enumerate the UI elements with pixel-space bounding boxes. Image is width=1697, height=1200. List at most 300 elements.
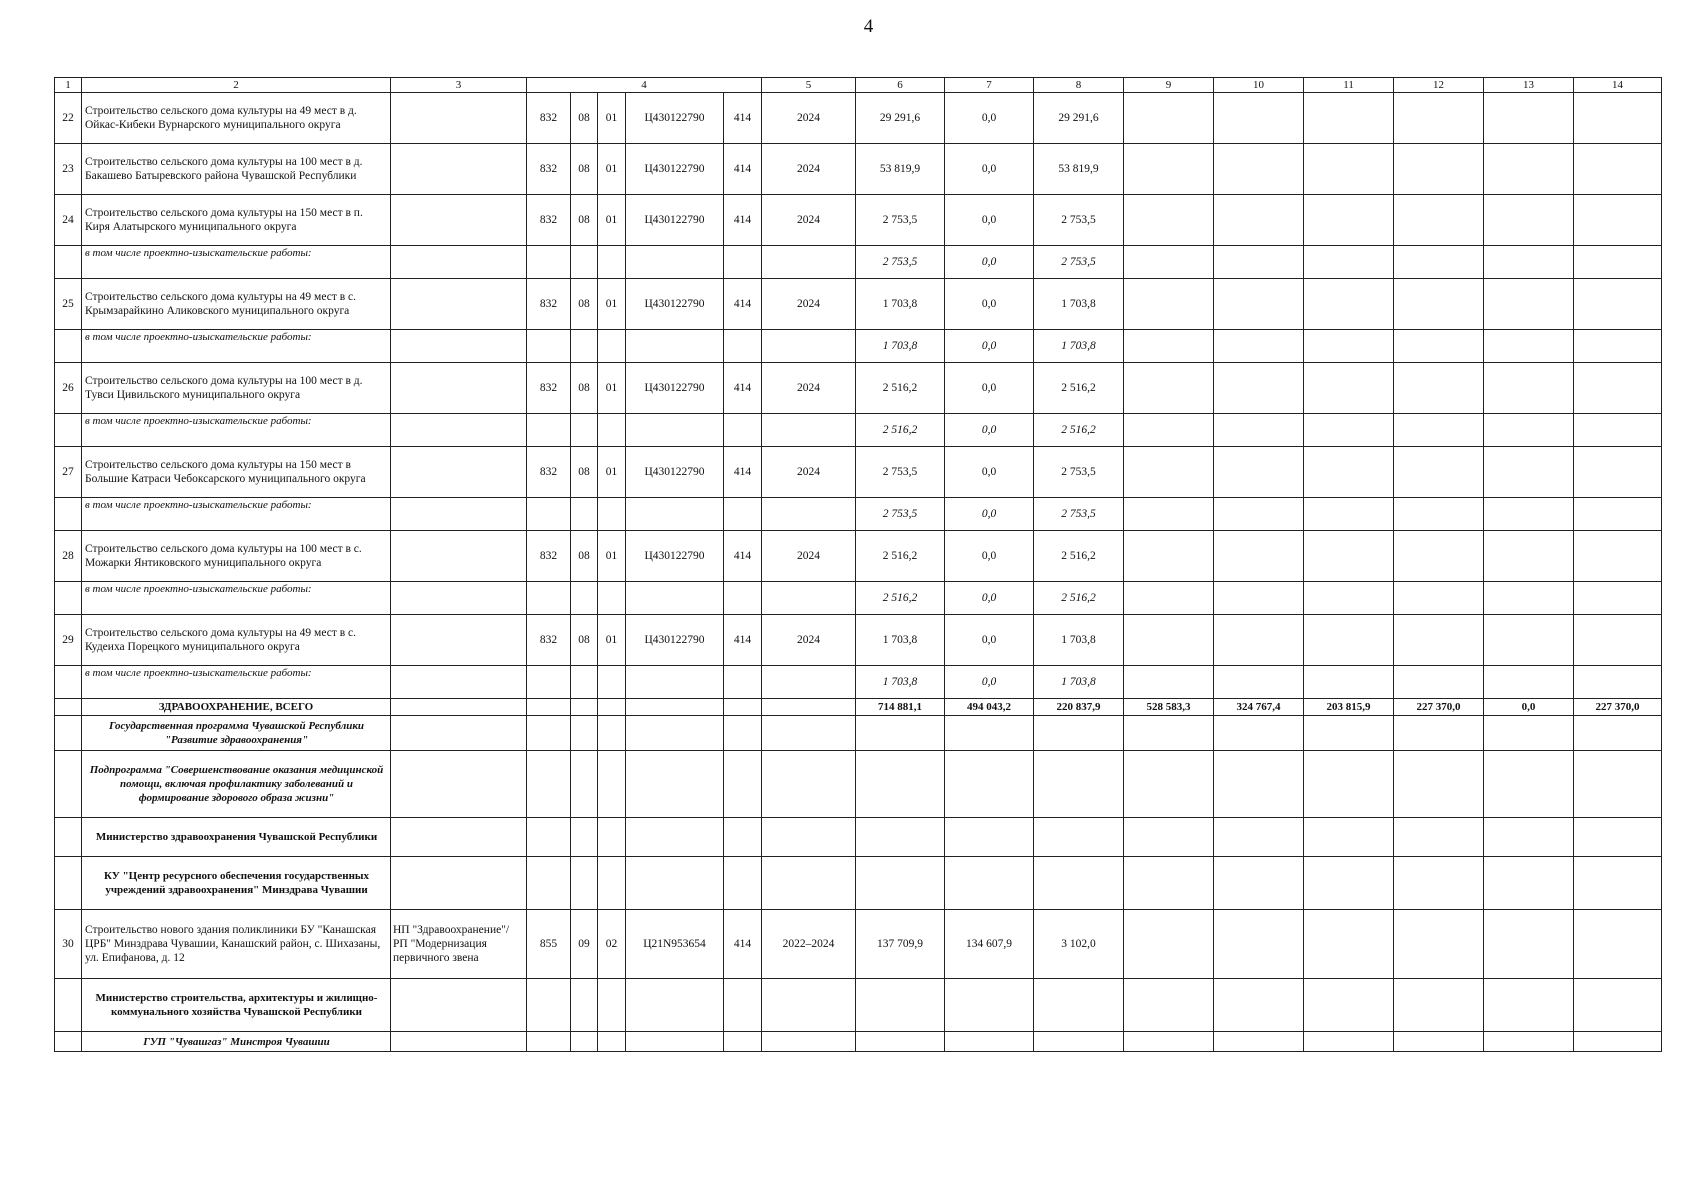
row-number	[55, 498, 82, 531]
code-cell: 08	[571, 279, 598, 330]
code-cell	[527, 414, 571, 447]
code-cell: 832	[527, 93, 571, 144]
year-cell	[762, 414, 856, 447]
value-cell: 2 753,5	[856, 498, 945, 531]
table-row	[55, 144, 1662, 195]
empty-cell	[1304, 195, 1394, 246]
row-number: 25	[55, 279, 82, 330]
empty-cell	[1304, 363, 1394, 414]
row-number: 24	[55, 195, 82, 246]
empty-cell	[1484, 363, 1574, 414]
code-cell: 832	[527, 363, 571, 414]
value-cell: 0,0	[945, 246, 1034, 279]
value-cell: 0,0	[945, 195, 1034, 246]
year-cell: 2024	[762, 195, 856, 246]
value-cell: 2 516,2	[1034, 531, 1124, 582]
program-ref	[391, 144, 527, 195]
value-cell: 1 703,8	[1034, 666, 1124, 699]
empty-cell	[1484, 279, 1574, 330]
program-ref	[391, 582, 527, 615]
empty-cell	[1484, 246, 1574, 279]
section-row	[55, 716, 1662, 751]
year-cell: 2022–2024	[762, 910, 856, 979]
total-value: 227 370,0	[1394, 699, 1484, 716]
code-cell	[724, 666, 762, 699]
table-row	[55, 910, 1662, 979]
table-row	[55, 531, 1662, 582]
header-row	[55, 78, 1662, 93]
empty-cell	[1574, 447, 1662, 498]
value-cell: 29 291,6	[856, 93, 945, 144]
sub-row	[55, 330, 1662, 363]
empty-cell	[1574, 414, 1662, 447]
object-name: Строительство сельского дома культуры на 49 мест в с. Кудеиха Порецкого муниципального округа	[82, 615, 391, 666]
empty-cell	[1214, 279, 1304, 330]
code-cell: 02	[598, 910, 626, 979]
code-cell: 832	[527, 279, 571, 330]
sub-label: в том числе проектно-изыскательские работы:	[82, 246, 391, 279]
empty-cell	[1304, 279, 1394, 330]
empty-cell	[1214, 666, 1304, 699]
code-cell	[527, 666, 571, 699]
value-cell: 2 753,5	[856, 246, 945, 279]
code-cell	[626, 666, 724, 699]
code-cell: 08	[571, 144, 598, 195]
code-cell: 08	[571, 93, 598, 144]
object-name: Строительство сельского дома культуры на 100 мест в д. Бакашево Батыревского района Чувашской Республики	[82, 144, 391, 195]
year-cell: 2024	[762, 279, 856, 330]
code-cell: 414	[724, 447, 762, 498]
code-cell: 01	[598, 447, 626, 498]
header-cell: 5	[762, 78, 856, 93]
value-cell: 0,0	[945, 615, 1034, 666]
sub-label: в том числе проектно-изыскательские работы:	[82, 666, 391, 699]
sub-row	[55, 666, 1662, 699]
code-cell	[724, 582, 762, 615]
code-cell: 832	[527, 195, 571, 246]
total-value: 203 815,9	[1304, 699, 1394, 716]
row-number: 26	[55, 363, 82, 414]
code-cell: 01	[598, 531, 626, 582]
empty-cell	[1394, 144, 1484, 195]
value-cell: 1 703,8	[856, 615, 945, 666]
object-name: Строительство сельского дома культуры на 150 мест в Большие Катраси Чебоксарского муниципального округа	[82, 447, 391, 498]
empty-cell	[1574, 666, 1662, 699]
empty-cell	[1214, 246, 1304, 279]
code-cell	[598, 414, 626, 447]
row-number: 27	[55, 447, 82, 498]
value-cell: 2 516,2	[1034, 414, 1124, 447]
empty-cell	[1574, 615, 1662, 666]
value-cell: 0,0	[945, 582, 1034, 615]
code-cell: Ц430122790	[626, 93, 724, 144]
value-cell: 1 703,8	[1034, 279, 1124, 330]
empty-cell	[1304, 330, 1394, 363]
empty-cell	[1214, 531, 1304, 582]
object-name: Строительство нового здания поликлиники БУ "Канашская ЦРБ" Минздрава Чувашии, Канашский район, с. Шихазаны, ул. Епифанова, д. 12	[82, 910, 391, 979]
object-name: Строительство сельского дома культуры на 150 мест в п. Киря Алатырского муниципального округа	[82, 195, 391, 246]
row-number: 22	[55, 93, 82, 144]
program-ref	[391, 531, 527, 582]
code-cell	[626, 498, 724, 531]
program-ref	[391, 414, 527, 447]
code-cell	[626, 246, 724, 279]
empty-cell	[1214, 582, 1304, 615]
header-cell: 1	[55, 78, 82, 93]
section-ministry-health: Министерство здравоохранения Чувашской Республики	[82, 818, 391, 857]
sub-row	[55, 414, 1662, 447]
value-cell: 0,0	[945, 330, 1034, 363]
empty-cell	[1304, 531, 1394, 582]
code-cell	[626, 414, 724, 447]
code-cell: 414	[724, 910, 762, 979]
total-value: 324 767,4	[1214, 699, 1304, 716]
value-cell: 2 516,2	[856, 414, 945, 447]
empty-cell	[1214, 615, 1304, 666]
year-cell	[762, 582, 856, 615]
table-row	[55, 195, 1662, 246]
empty-cell	[1124, 363, 1214, 414]
empty-cell	[1394, 666, 1484, 699]
empty-cell	[1214, 414, 1304, 447]
table-row	[55, 447, 1662, 498]
code-cell: 855	[527, 910, 571, 979]
section-ministry-build: Министерство строительства, архитектуры и жилищно-коммунального хозяйства Чувашской Республики	[82, 979, 391, 1032]
value-cell: 2 753,5	[1034, 246, 1124, 279]
empty-cell	[1304, 447, 1394, 498]
code-cell: 414	[724, 615, 762, 666]
empty-cell	[1304, 615, 1394, 666]
empty-cell	[1214, 195, 1304, 246]
header-cell: 4	[527, 78, 762, 93]
empty-cell	[1214, 447, 1304, 498]
section-row	[55, 1032, 1662, 1052]
empty-cell	[1484, 531, 1574, 582]
value-cell: 0,0	[945, 447, 1034, 498]
code-cell: 01	[598, 195, 626, 246]
value-cell: 1 703,8	[856, 330, 945, 363]
code-cell: 414	[724, 363, 762, 414]
year-cell: 2024	[762, 93, 856, 144]
code-cell: Ц430122790	[626, 531, 724, 582]
code-cell	[724, 498, 762, 531]
program-ref	[391, 279, 527, 330]
code-cell: 08	[571, 615, 598, 666]
value-cell: 0,0	[945, 363, 1034, 414]
object-name: Строительство сельского дома культуры на 49 мест в д. Ойкас-Кибеки Вурнарского муниципального округа	[82, 93, 391, 144]
code-cell: 414	[724, 279, 762, 330]
year-cell	[762, 666, 856, 699]
code-cell	[527, 582, 571, 615]
total-value: 528 583,3	[1124, 699, 1214, 716]
value-cell: 2 516,2	[1034, 582, 1124, 615]
sub-row	[55, 246, 1662, 279]
year-cell	[762, 330, 856, 363]
code-cell: 01	[598, 93, 626, 144]
empty-cell	[1394, 330, 1484, 363]
total-value: 220 837,9	[1034, 699, 1124, 716]
total-value: 714 881,1	[856, 699, 945, 716]
empty-cell	[1574, 330, 1662, 363]
header-cell: 14	[1574, 78, 1662, 93]
empty-cell	[1394, 615, 1484, 666]
code-cell	[626, 582, 724, 615]
code-cell	[724, 330, 762, 363]
total-value: 227 370,0	[1574, 699, 1662, 716]
empty-cell	[1124, 330, 1214, 363]
code-cell	[571, 582, 598, 615]
empty-cell	[1394, 447, 1484, 498]
row-number	[55, 330, 82, 363]
empty-cell	[1394, 531, 1484, 582]
code-cell	[527, 246, 571, 279]
value-cell: 2 753,5	[1034, 195, 1124, 246]
value-cell: 2 753,5	[1034, 498, 1124, 531]
code-cell	[724, 414, 762, 447]
empty-cell	[1394, 498, 1484, 531]
code-cell	[571, 498, 598, 531]
empty-cell	[1484, 615, 1574, 666]
header-cell: 7	[945, 78, 1034, 93]
section-row	[55, 979, 1662, 1032]
empty-cell	[1484, 414, 1574, 447]
empty-cell	[1394, 279, 1484, 330]
total-value: 494 043,2	[945, 699, 1034, 716]
object-name: Строительство сельского дома культуры на 100 мест в д. Тувси Цивильского муниципального округа	[82, 363, 391, 414]
empty-cell	[1394, 363, 1484, 414]
empty-cell	[1574, 279, 1662, 330]
code-cell	[598, 498, 626, 531]
section-row	[55, 751, 1662, 818]
value-cell: 2 753,5	[856, 195, 945, 246]
section-subprogram: Подпрограмма "Совершенствование оказания медицинской помощи, включая профилактику заболеваний и формирование здорового образа жизни"	[82, 751, 391, 818]
code-cell: 01	[598, 615, 626, 666]
code-cell: 414	[724, 93, 762, 144]
empty-cell	[1484, 93, 1574, 144]
sub-row	[55, 582, 1662, 615]
section-gup: ГУП "Чувашгаз" Минстроя Чувашии	[82, 1032, 391, 1052]
code-cell	[598, 246, 626, 279]
value-cell: 2 753,5	[1034, 447, 1124, 498]
empty-cell	[1574, 531, 1662, 582]
year-cell: 2024	[762, 531, 856, 582]
code-cell: 01	[598, 279, 626, 330]
header-cell: 8	[1034, 78, 1124, 93]
code-cell	[571, 414, 598, 447]
row-number	[55, 582, 82, 615]
empty-cell	[1304, 93, 1394, 144]
code-cell: Ц430122790	[626, 279, 724, 330]
row-number: 28	[55, 531, 82, 582]
empty-cell	[1484, 582, 1574, 615]
program-ref	[391, 246, 527, 279]
empty-cell	[1394, 414, 1484, 447]
year-cell: 2024	[762, 615, 856, 666]
value-cell: 3 102,0	[1034, 910, 1124, 979]
year-cell: 2024	[762, 144, 856, 195]
row-number: 29	[55, 615, 82, 666]
sub-label: в том числе проектно-изыскательские работы:	[82, 330, 391, 363]
value-cell: 1 703,8	[1034, 330, 1124, 363]
header-cell: 9	[1124, 78, 1214, 93]
code-cell: 832	[527, 615, 571, 666]
row-number: 30	[55, 910, 82, 979]
empty-cell	[1124, 246, 1214, 279]
row-number: 23	[55, 144, 82, 195]
empty-cell	[1574, 246, 1662, 279]
empty-cell	[1574, 582, 1662, 615]
code-cell	[571, 666, 598, 699]
empty-cell	[1484, 195, 1574, 246]
program-ref	[391, 363, 527, 414]
empty-cell	[1124, 531, 1214, 582]
empty-cell	[1124, 144, 1214, 195]
empty-cell	[1124, 666, 1214, 699]
code-cell: 08	[571, 447, 598, 498]
empty-cell	[1214, 93, 1304, 144]
empty-cell	[1304, 666, 1394, 699]
header-cell: 10	[1214, 78, 1304, 93]
empty-cell	[1124, 447, 1214, 498]
value-cell: 0,0	[945, 144, 1034, 195]
table-row	[55, 363, 1662, 414]
code-cell	[527, 330, 571, 363]
value-cell: 2 516,2	[856, 363, 945, 414]
row-number	[55, 414, 82, 447]
empty-cell	[1484, 330, 1574, 363]
code-cell	[626, 330, 724, 363]
code-cell: 09	[571, 910, 598, 979]
code-cell	[598, 582, 626, 615]
code-cell: 01	[598, 144, 626, 195]
budget-table	[54, 77, 1662, 1052]
row-number	[55, 666, 82, 699]
code-cell: 08	[571, 363, 598, 414]
value-cell: 0,0	[945, 531, 1034, 582]
code-cell	[527, 498, 571, 531]
code-cell: 414	[724, 144, 762, 195]
empty-cell	[1214, 330, 1304, 363]
program-ref	[391, 666, 527, 699]
sub-label: в том числе проектно-изыскательские работы:	[82, 414, 391, 447]
code-cell	[571, 330, 598, 363]
code-cell: 08	[571, 195, 598, 246]
code-cell: 832	[527, 531, 571, 582]
table-row	[55, 279, 1662, 330]
section-ku-center: КУ "Центр ресурсного обеспечения государственных учреждений здравоохранения" Минздрава Чувашии	[82, 857, 391, 910]
value-cell: 134 607,9	[945, 910, 1034, 979]
year-cell: 2024	[762, 363, 856, 414]
program-ref	[391, 498, 527, 531]
year-cell: 2024	[762, 447, 856, 498]
year-cell	[762, 246, 856, 279]
empty-cell	[1574, 93, 1662, 144]
empty-cell	[1304, 246, 1394, 279]
code-cell: 832	[527, 447, 571, 498]
section-row	[55, 857, 1662, 910]
value-cell: 2 516,2	[856, 582, 945, 615]
header-cell: 6	[856, 78, 945, 93]
empty-cell	[1574, 498, 1662, 531]
header-cell: 11	[1304, 78, 1394, 93]
header-cell: 3	[391, 78, 527, 93]
value-cell: 53 819,9	[856, 144, 945, 195]
empty-cell	[1484, 447, 1574, 498]
value-cell: 0,0	[945, 414, 1034, 447]
value-cell: 2 516,2	[1034, 363, 1124, 414]
value-cell: 0,0	[945, 279, 1034, 330]
empty-cell	[1124, 615, 1214, 666]
empty-cell	[1484, 498, 1574, 531]
empty-cell	[1124, 414, 1214, 447]
empty-cell	[1124, 195, 1214, 246]
sub-label: в том числе проектно-изыскательские работы:	[82, 582, 391, 615]
total-row	[55, 699, 1662, 716]
code-cell	[724, 246, 762, 279]
empty-cell	[1394, 582, 1484, 615]
program-ref	[391, 195, 527, 246]
section-program: Государственная программа Чувашской Республики "Развитие здравоохранения"	[82, 716, 391, 751]
value-cell: 0,0	[945, 498, 1034, 531]
value-cell: 1 703,8	[856, 279, 945, 330]
empty-cell	[1124, 279, 1214, 330]
header-cell: 12	[1394, 78, 1484, 93]
program-ref: НП "Здравоохранение"/ РП "Модернизация первичного звена	[391, 910, 527, 979]
empty-cell	[1574, 363, 1662, 414]
empty-cell	[1574, 195, 1662, 246]
program-ref	[391, 615, 527, 666]
empty-cell	[1394, 195, 1484, 246]
code-cell: 832	[527, 144, 571, 195]
empty-cell	[1394, 93, 1484, 144]
section-row	[55, 818, 1662, 857]
program-ref	[391, 93, 527, 144]
empty-cell	[1124, 93, 1214, 144]
page-number: 4	[863, 16, 874, 37]
program-ref	[391, 447, 527, 498]
table-row	[55, 615, 1662, 666]
empty-cell	[1304, 498, 1394, 531]
empty-cell	[1394, 246, 1484, 279]
total-value: 0,0	[1484, 699, 1574, 716]
code-cell: Ц430122790	[626, 195, 724, 246]
code-cell: 08	[571, 531, 598, 582]
code-cell: 414	[724, 531, 762, 582]
header-cell: 2	[82, 78, 391, 93]
header-cell: 13	[1484, 78, 1574, 93]
code-cell: Ц430122790	[626, 144, 724, 195]
empty-cell	[1214, 498, 1304, 531]
code-cell: Ц21N953654	[626, 910, 724, 979]
value-cell: 1 703,8	[856, 666, 945, 699]
empty-cell	[1304, 582, 1394, 615]
empty-cell	[1124, 582, 1214, 615]
code-cell: Ц430122790	[626, 447, 724, 498]
code-cell	[598, 330, 626, 363]
code-cell: 414	[724, 195, 762, 246]
empty-cell	[1484, 666, 1574, 699]
value-cell: 0,0	[945, 93, 1034, 144]
value-cell: 0,0	[945, 666, 1034, 699]
sub-label: в том числе проектно-изыскательские работы:	[82, 498, 391, 531]
value-cell: 137 709,9	[856, 910, 945, 979]
value-cell: 2 516,2	[856, 531, 945, 582]
empty-cell	[1304, 414, 1394, 447]
value-cell: 1 703,8	[1034, 615, 1124, 666]
object-name: Строительство сельского дома культуры на 49 мест в с. Крымзарайкино Аликовского муниципального округа	[82, 279, 391, 330]
total-label: ЗДРАВООХРАНЕНИЕ, ВСЕГО	[82, 699, 391, 716]
empty-cell	[1574, 144, 1662, 195]
